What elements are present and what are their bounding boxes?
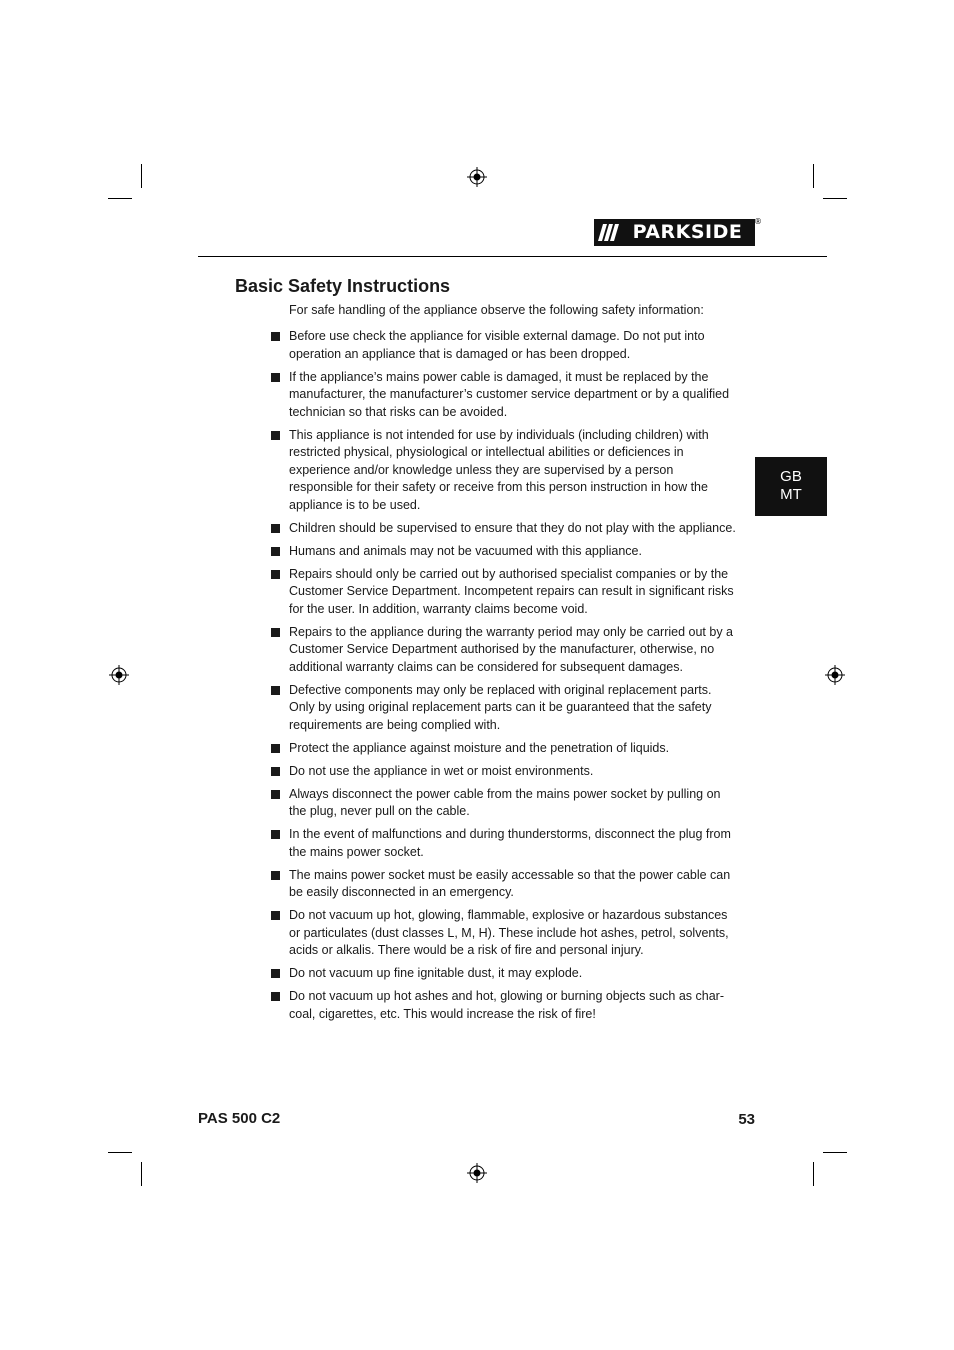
list-item	[271, 826, 737, 861]
square-bullet-icon	[271, 744, 280, 753]
list-item	[271, 763, 737, 781]
square-bullet-icon	[271, 871, 280, 880]
registration-mark-icon	[109, 665, 129, 685]
list-item	[271, 867, 737, 902]
brand-name: PARKSIDE	[623, 222, 752, 243]
crop-mark	[813, 1162, 814, 1186]
list-item	[271, 427, 737, 515]
list-item-text: Always disconnect the power cable from the mains power socket by pulling on the plug, never pull on the cable.	[289, 786, 721, 818]
list-item-text: Before use check the appliance for visible external damage. Do not put into operation an appliance that is damaged or has been dropped.	[289, 329, 705, 361]
list-item-text: Do not use the appliance in wet or moist environments.	[289, 763, 594, 778]
list-item	[271, 369, 737, 422]
square-bullet-icon	[271, 992, 280, 1001]
crop-mark	[141, 164, 142, 188]
list-item-text: Do not vacuum up hot, glowing, flammable, explosive or hazardous substances or particulates (dust classes L, M, H). These include hot ashes, petrol, solvents, acids or alkalis. There would be a risk of fire and personal injury.	[289, 908, 729, 957]
model-name: PAS 500 C2	[198, 1110, 281, 1127]
logo-wordmark	[623, 222, 752, 243]
square-bullet-icon	[271, 373, 280, 382]
registration-mark-icon	[467, 167, 487, 187]
square-bullet-icon	[271, 686, 280, 695]
registration-mark-icon	[825, 665, 845, 685]
list-item-text: If the appliance’s mains power cable is damaged, it must be replaced by the manufacturer, the manufacturer’s customer service department or by a qualified technician so that risks can be avoided.	[289, 369, 730, 419]
square-bullet-icon	[271, 547, 280, 556]
square-bullet-icon	[271, 332, 280, 341]
trademark-symbol: ®	[754, 217, 762, 226]
list-item-text: The mains power socket must be easily accessable so that the power cable can be easily disconnected in an emergency.	[289, 867, 731, 899]
crop-mark	[823, 1152, 847, 1153]
square-bullet-icon	[271, 790, 280, 799]
list-item	[271, 624, 737, 677]
list-item-text: This appliance is not intended for use by individuals (including children) with restricted physical, physiological or intellectual abilities or deficiences in experience and/or knowledge unless they are supervised by a person responsible for their safety or receive from this person instruction in how the appliance is to be used.	[289, 427, 709, 512]
list-item-text: Protect the appliance against moisture and the penetration of liquids.	[289, 740, 670, 755]
list-item	[271, 965, 737, 983]
crop-mark	[141, 1162, 142, 1186]
square-bullet-icon	[271, 524, 280, 533]
list-item-text: Defective components may only be replaced with original replacement parts. Only by using original replacement parts can it be guaranteed that the safety requirements are being complied with.	[289, 682, 712, 732]
list-item-text: Repairs should only be carried out by authorised specialist companies or by the Customer Service Department. Incompetent repairs can result in significant risks for the user. In addition, warranty claims become void.	[289, 566, 734, 616]
section-title: Basic Safety Instructions	[235, 276, 451, 296]
list-item	[271, 786, 737, 821]
logo-slashes-icon	[594, 219, 622, 246]
list-item	[271, 566, 737, 619]
language-tab	[755, 457, 827, 516]
intro-text: For safe handling of the appliance observe the following safety information:	[289, 303, 704, 317]
registration-mark-icon	[467, 1163, 487, 1183]
square-bullet-icon	[271, 969, 280, 978]
square-bullet-icon	[271, 628, 280, 637]
square-bullet-icon	[271, 911, 280, 920]
list-item	[271, 682, 737, 735]
square-bullet-icon	[271, 830, 280, 839]
language-code-mt: MT	[780, 486, 802, 503]
square-bullet-icon	[271, 767, 280, 776]
list-item	[271, 520, 737, 538]
list-item	[271, 740, 737, 758]
header-rule	[198, 256, 827, 257]
language-code-gb: GB	[780, 468, 802, 485]
list-item	[271, 543, 737, 561]
list-item-text: Humans and animals may not be vacuumed with this appliance.	[289, 543, 642, 558]
crop-mark	[813, 164, 814, 188]
list-item-text: Do not vacuum up hot ashes and hot, glowing or burning objects such as char-coal, cigarettes, etc. This would increase the risk of fire!	[289, 989, 724, 1021]
safety-list	[271, 328, 737, 1029]
square-bullet-icon	[271, 570, 280, 579]
list-item-text: Repairs to the appliance during the warranty period may only be carried out by a Customer Service Department authorised by the manufacturer, otherwise, no additional warranty claims can be considered for subsequent damages.	[289, 624, 734, 674]
crop-mark	[108, 198, 132, 199]
page-number: 53	[738, 1111, 755, 1128]
list-item	[271, 907, 737, 960]
list-item-text: In the event of malfunctions and during thunderstorms, disconnect the plug from the mains power socket.	[289, 827, 731, 859]
list-item-text: Do not vacuum up fine ignitable dust, it may explode.	[289, 966, 583, 980]
list-item	[271, 328, 737, 363]
crop-mark	[823, 198, 847, 199]
list-item-text: Children should be supervised to ensure that they do not play with the appliance.	[289, 520, 736, 535]
square-bullet-icon	[271, 431, 280, 440]
list-item	[271, 988, 737, 1023]
parkside-logo	[594, 217, 762, 246]
crop-mark	[108, 1152, 132, 1153]
